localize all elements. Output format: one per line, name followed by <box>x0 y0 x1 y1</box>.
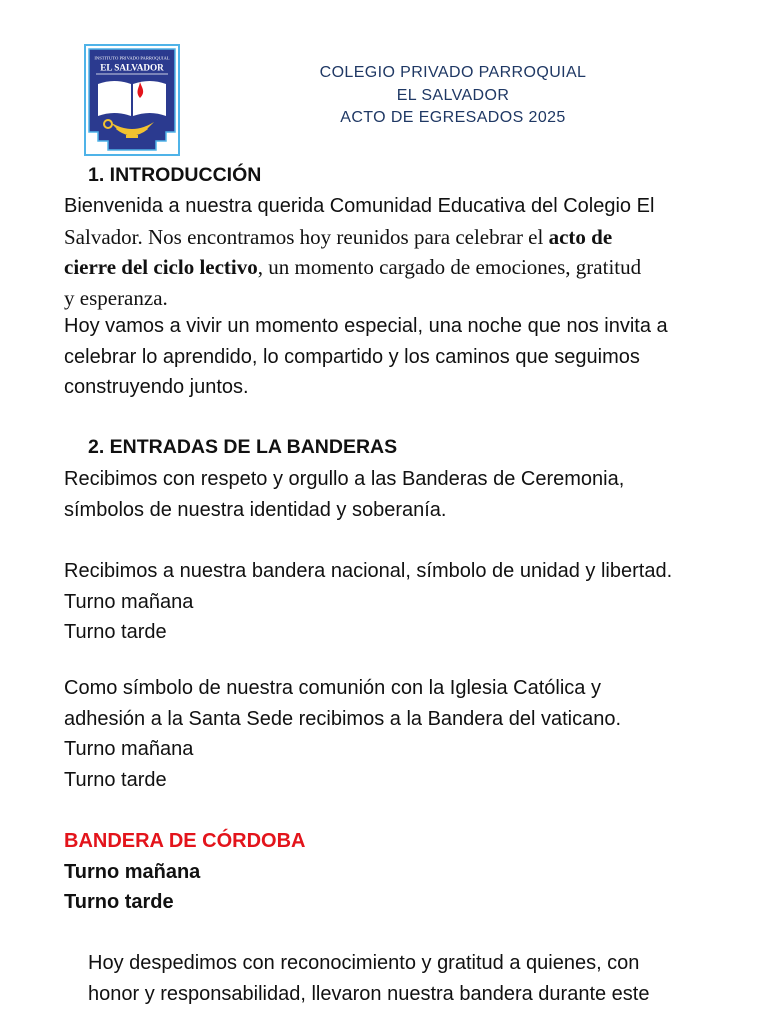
vatican-flag-block <box>64 673 724 795</box>
header-school-name: EL SALVADOR <box>396 86 510 104</box>
section-heading-banderas: 2. ENTRADAS DE LA BANDERAS <box>88 436 398 458</box>
invitation-paragraph <box>64 311 724 403</box>
intro-line: y esperanza. <box>64 285 168 310</box>
shift-afternoon: Turno tarde <box>64 891 174 913</box>
intro-paragraph <box>64 191 724 313</box>
intro-emphasis: acto de <box>548 224 613 249</box>
intro-text: Salvador. Nos encontramos hoy reunidos para celebrar el <box>64 224 549 249</box>
section-heading-introduccion: 1. INTRODUCCIÓN <box>88 164 262 186</box>
shift-afternoon: Turno tarde <box>64 621 167 643</box>
paragraph-line: Hoy vamos a vivir un momento especial, una noche que nos invita a <box>64 315 668 337</box>
shift-morning: Turno mañana <box>64 860 201 883</box>
cordoba-flag-block <box>64 826 724 918</box>
cordoba-flag-title: BANDERA DE CÓRDOBA <box>64 830 306 852</box>
paragraph-line: Como símbolo de nuestra comunión con la Iglesia Católica y <box>64 677 601 699</box>
shift-morning: Turno mañana <box>64 738 194 760</box>
paragraph-line: celebrar lo aprendido, lo compartido y los caminos que seguimos <box>64 345 640 368</box>
intro-line: Bienvenida a nuestra querida Comunidad Educativa del Colegio El <box>64 195 655 217</box>
intro-text: , un momento cargado de emociones, gratitud <box>257 255 642 279</box>
paragraph-line: adhesión a la Santa Sede recibimos a la Bandera del vaticano. <box>64 707 622 730</box>
header-school-type: COLEGIO PRIVADO PARROQUIAL <box>319 64 587 81</box>
paragraph-line: símbolos de nuestra identidad y soberanía. <box>64 498 447 521</box>
svg-text:INSTITUTO PRIVADO PARROQUIAL: INSTITUTO PRIVADO PARROQUIAL <box>94 55 170 61</box>
intro-line <box>64 252 724 283</box>
national-flag-block <box>64 556 724 648</box>
header-event-title: ACTO DE EGRESADOS 2025 <box>340 109 566 126</box>
paragraph-line: Hoy despedimos con reconocimiento y gratitud a quienes, con <box>88 952 640 974</box>
intro-emphasis: cierre del ciclo lectivo <box>64 255 258 279</box>
farewell-paragraph <box>88 948 748 1009</box>
school-logo <box>84 44 180 156</box>
document-header <box>250 62 656 130</box>
paragraph-line: Recibimos con respeto y orgullo a las Banderas de Ceremonia, <box>64 468 625 490</box>
paragraph-line: construyendo juntos. <box>64 376 249 398</box>
shift-morning: Turno mañana <box>64 590 194 613</box>
intro-line <box>64 222 724 253</box>
paragraph-line: honor y responsabilidad, llevaron nuestra bandera durante este <box>88 982 650 1005</box>
paragraph-line: Recibimos a nuestra bandera nacional, símbolo de unidad y libertad. <box>64 560 673 582</box>
shift-afternoon: Turno tarde <box>64 768 167 791</box>
flags-intro-paragraph <box>64 464 724 525</box>
svg-text:EL SALVADOR: EL SALVADOR <box>100 62 164 73</box>
